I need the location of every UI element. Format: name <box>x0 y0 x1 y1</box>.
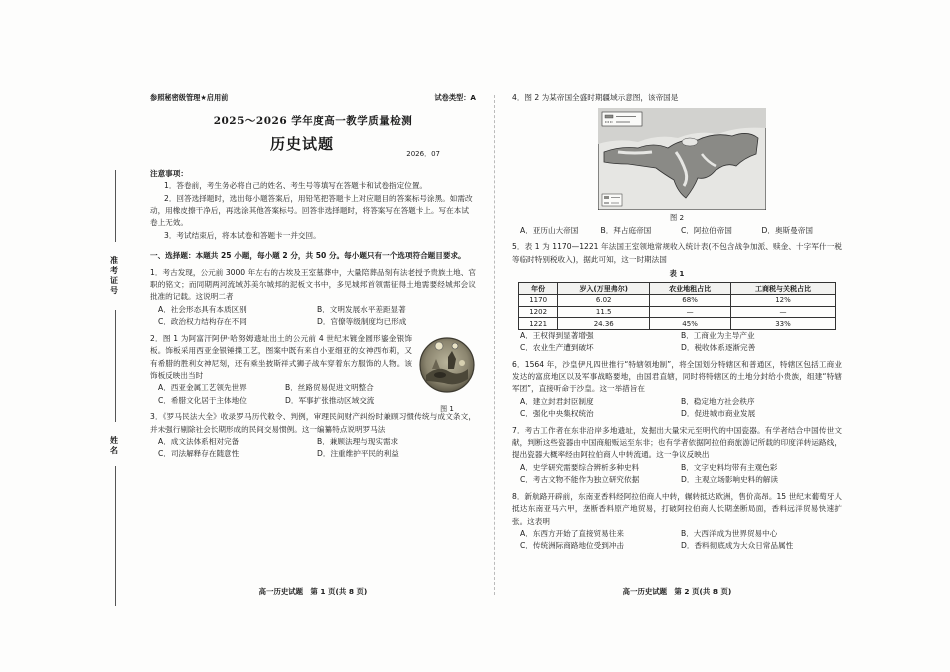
option-a: A．西亚金属工艺领先世界 <box>158 383 247 393</box>
options <box>512 396 842 421</box>
option-a: A．亚历山大帝国 <box>520 225 579 235</box>
table-row <box>519 318 836 330</box>
question-4 <box>512 92 842 237</box>
option-b: B．拜占庭帝国 <box>600 225 652 235</box>
right-page <box>512 92 842 553</box>
option-d: D．香料彻底成为大众日常品属性 <box>681 541 794 551</box>
table-cell: 12% <box>731 295 836 307</box>
options <box>150 436 476 461</box>
column-header: 工商税与关税占比 <box>731 283 836 295</box>
question-stem: 7．考古工作者在东非沿岸多地遗址，发掘出大量宋元至明代的中国瓷器。有学者结合中国传世文献，判断这些瓷器由中国商船贩运至东非；也有学者依据阿拉伯商旅游记所载的印度洋转运路线，提出瓷器大概率经由阿拉伯商人中转流通。这一争议反映出 <box>512 425 842 460</box>
options <box>512 528 842 553</box>
note-item: 3．考试结束后，将本试卷和答题卡一并交回。 <box>164 230 321 240</box>
question-8 <box>512 491 842 553</box>
subject-row <box>150 134 476 164</box>
option-d: D．官僚等级制度均已形成 <box>317 317 407 327</box>
option-a: A．史学研究需要综合辨析多种史料 <box>520 462 640 472</box>
question-2 <box>150 333 476 414</box>
figure-1 <box>418 335 476 416</box>
question-stem: 1．考古发现，公元前 3000 年左右的古埃及王室墓葬中，大量陪葬品刻有法老授予贵族土地、官职的铭文；而同期两河流域苏美尔城邦的泥板文书中，多见城邦首领需征得土地需要经城邦会议批准的记载。这说明二者 <box>150 267 476 302</box>
section-heading: 一、选择题：本题共 25 小题，每小题 2 分，共 50 分。每小题只有一个选项符合题目要求。 <box>150 251 466 261</box>
option-b: B．工商业为主导产业 <box>681 330 755 340</box>
table-cell: 24.36 <box>558 318 650 330</box>
table-caption: 表 1 <box>669 269 685 279</box>
option-a: A．东西方开始了直接贸易往来 <box>520 528 624 538</box>
table-cell: — <box>731 306 836 318</box>
gilded-plaque-image <box>418 335 476 397</box>
option-c: C．考古文物不能作为独立研究依据 <box>520 475 640 485</box>
exam-title: 2025～2026 学年度高一教学质量检测 <box>213 115 413 128</box>
question-1 <box>150 267 476 329</box>
options <box>150 304 476 329</box>
table-row <box>519 295 836 307</box>
table-cell: 68% <box>650 295 731 307</box>
page-divider <box>494 95 495 595</box>
column-header: 岁入(万里弗尔) <box>558 283 650 295</box>
option-b: B．稳定地方社会秩序 <box>681 396 755 406</box>
question-5 <box>512 241 842 354</box>
note-item: 2．回答选择题时，选出每小题答案后，用铅笔把答题卡上对应题目的答案标号涂黑。如需改动，用橡皮擦干净后，再选涂其他答案标号。回答非选择题时，将答案写在答题卡上。写在本试卷上无效。 <box>150 193 473 228</box>
paper-type: 试卷类型：A <box>434 93 476 102</box>
bind-line <box>115 466 116 606</box>
question-7 <box>512 425 842 487</box>
table-cell: 6.02 <box>558 295 650 307</box>
option-c: C．希腊文化居于主体地位 <box>158 395 247 405</box>
question-stem: 5．表 1 为 1170—1221 年法国王室领地常规收入统计表(不包含战争加派、赎金、十字军什一税等临时特别税收入)，据此可知，这一时期法国 <box>512 242 842 264</box>
header-row <box>150 92 476 104</box>
figure-caption: 图 1 <box>440 405 454 414</box>
option-c: C．司法解释存在随意性 <box>158 449 240 459</box>
option-c: C．传统洲际商路地位受到冲击 <box>520 541 625 551</box>
revenue-table <box>518 282 836 329</box>
column-header: 年份 <box>519 283 558 295</box>
question-stem: 6．1564 年，沙皇伊凡四世推行“特辖领地制”，将全国划分特辖区和普通区，特辖区包括工商业发达的富庶地区以及军事战略要地，由国君直辖，同时将特辖区的土地分封给小贵族，组建“特辖军团”，直接听命于沙皇。这一举措旨在 <box>512 359 842 394</box>
option-c: C．农业生产遭到破坏 <box>520 343 594 353</box>
table-cell: — <box>650 306 731 318</box>
page-footer: 高一历史试题 第 2 页(共 8 页) <box>622 587 732 596</box>
option-c: C．强化中央集权统治 <box>520 409 594 419</box>
question-stem: 3．《罗马民法大全》收录罗马历代敕令、判例，审理民间财产纠纷时兼顾习惯传统与成文条文，并未强行剔除社会长期形成的民间交易惯例。这一编纂特点说明罗马法 <box>150 412 476 434</box>
option-c: C．政治权力结构存在不同 <box>158 317 247 327</box>
subject-title: 历史试题 <box>270 134 335 153</box>
options <box>512 225 842 237</box>
option-d: D．促进城市商业发展 <box>681 409 756 419</box>
option-d: D．奥斯曼帝国 <box>761 225 813 235</box>
table-cell: 45% <box>650 318 731 330</box>
binding-margin <box>105 170 125 610</box>
left-page <box>150 92 476 461</box>
options <box>150 382 412 407</box>
name-label: 姓名 <box>110 436 118 455</box>
figure-2 <box>598 108 766 210</box>
option-b: B．丝路贸易促进文明整合 <box>285 383 374 393</box>
options <box>512 462 842 487</box>
option-c: C．阿拉伯帝国 <box>681 225 732 235</box>
option-d: D．税收体系逐渐完善 <box>681 343 756 353</box>
table-row <box>519 306 836 318</box>
table-cell: 1221 <box>519 318 558 330</box>
question-3 <box>150 411 476 461</box>
note-item: 1．答卷前，考生务必将自己的姓名、考生号等填写在答题卡和试卷指定位置。 <box>164 181 428 191</box>
table-cell: 11.5 <box>558 306 650 318</box>
bind-line <box>115 170 116 242</box>
table-cell: 33% <box>731 318 836 330</box>
option-b: B．文明发展水平差距显著 <box>317 304 406 314</box>
table-cell: 1170 <box>519 295 558 307</box>
column-header: 农业地租占比 <box>650 283 731 295</box>
option-b: B．文字史料均带有主观色彩 <box>681 462 778 472</box>
exam-date: 2026．07 <box>406 149 440 158</box>
table-cell: 1202 <box>519 306 558 318</box>
option-b: B．兼顾法理与现实需求 <box>317 436 399 446</box>
question-stem: 2．图 1 为阿富汗阿伊·哈努姆遗址出土的公元前 4 世纪末镀金圆形鎏金银饰板。饰板采用西亚金银锤揲工艺，图案中既有来自小亚细亚的女神西布莉，又有希腊的胜利女神尼刻，还有乘坐披斯祥式狮子战车穿着东方服饰的人物。该饰板反映出当时 <box>150 333 412 380</box>
option-d: D．军事扩张推动区域交流 <box>285 395 375 405</box>
option-d: D．注重维护平民的利益 <box>317 449 399 459</box>
table-header-row <box>519 283 836 295</box>
notes-title: 注意事项： <box>150 168 188 178</box>
empire-map-image <box>598 108 766 210</box>
option-a: A．王权得到显著增强 <box>520 330 594 340</box>
options <box>512 330 842 355</box>
exam-number-label: 准考证号 <box>110 256 118 295</box>
bind-line <box>115 310 116 422</box>
question-stem: 4．图 2 为某帝国全盛时期疆域示意图，该帝国是 <box>512 93 679 102</box>
page-footer: 高一历史试题 第 1 页(共 8 页) <box>258 587 368 596</box>
option-a: A．成文法体系相对完备 <box>158 436 240 446</box>
option-a: A．建立封君封臣制度 <box>520 396 594 406</box>
question-stem: 8．新航路开辟前，东南亚香料经阿拉伯商人中转，辗转抵达欧洲，售价高昂。15 世纪末葡萄牙人抵达东南亚马六甲，垄断香料原产地贸易，打破阿拉伯商人长期垄断局面，香料远洋贸易快速扩张。这表明 <box>512 491 842 526</box>
confidential-label: 参照秘密级管理★启用前 <box>150 93 229 102</box>
question-6 <box>512 359 842 421</box>
option-a: A．社会形态具有本质区别 <box>158 304 247 314</box>
option-b: B．大西洋成为世界贸易中心 <box>681 528 778 538</box>
option-d: D．主观立场影响史料的解读 <box>681 475 778 485</box>
figure-caption: 图 2 <box>669 213 685 223</box>
